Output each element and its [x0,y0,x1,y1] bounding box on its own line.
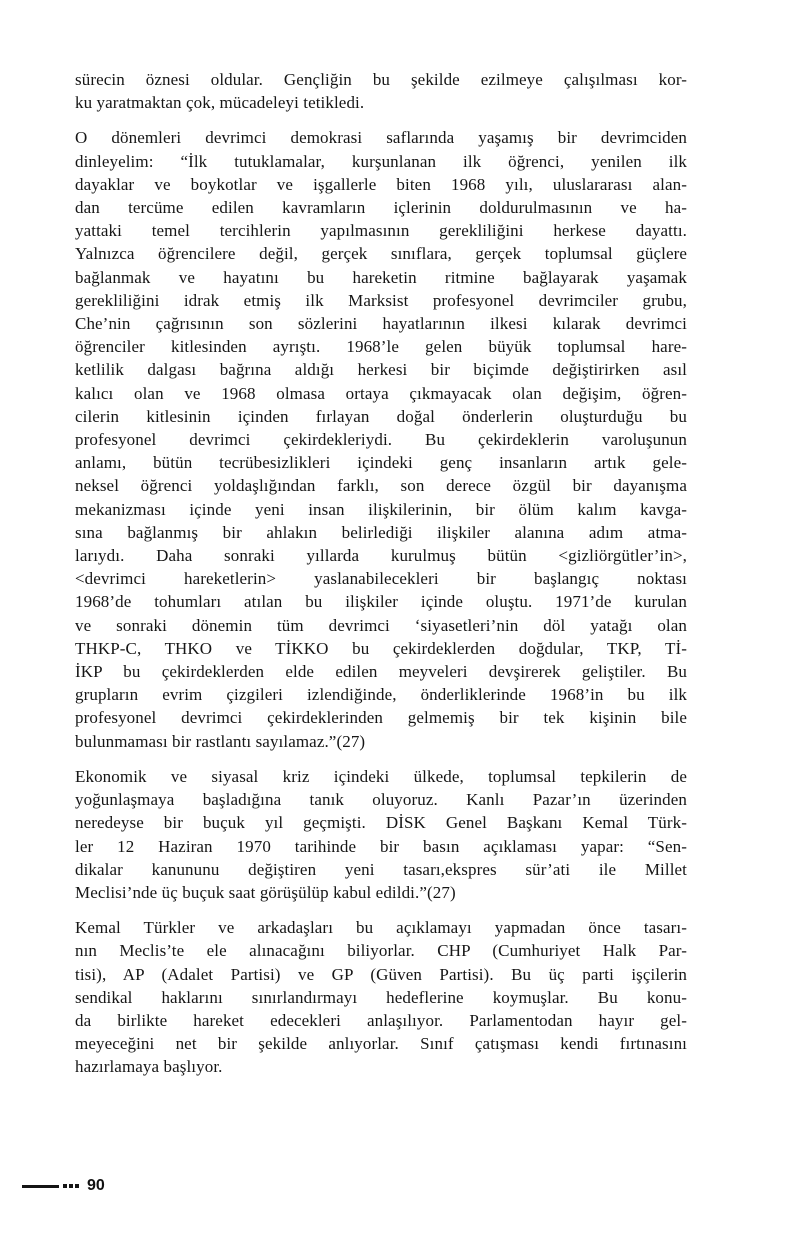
text-line: ve sonraki dönemin tüm devrimci ‘siyasetleri’nin döl yatağı olan [75,615,687,635]
text-line: meyeceğini net bir şekilde anlıyorlar. Sınıf çatışması kendi fırtınasını [75,1034,687,1054]
text-line: profesyonel devrimci çekirdeklerinden gelmemiş bir tek kişinin bile [75,708,687,728]
text-line: tisi), AP (Adalet Partisi) ve GP (Güven Partisi). Bu üç parti işçilerin [75,964,687,984]
text-line: dan tercüme edilen kavramların içlerinin doldurulmasının ve ha- [75,198,687,218]
text-line: Yalnızca öğrencilere değil, gerçek sınıflara, gerçek toplumsal güçlere [75,244,687,264]
text-line: ler 12 Haziran 1970 tarihinde bir basın açıklaması yapar: “Sen- [75,836,687,856]
text-line: ketlilik dalgası bağrına aldığı herkesi bir biçimde değiştirirken asıl [75,360,687,380]
text-line: yattaki temel tercihlerin yapılmasının gerekliliğini herkese dayattı. [75,221,687,241]
square-dot-icon [69,1184,73,1188]
text-line: O dönemleri devrimci demokrasi saflarında yaşamış bir devrimciden [75,128,687,148]
text-line: dayaklar ve boykotlar ve işgallerle biten 1968 yılı, uluslararası alan- [75,174,687,194]
text-line: öğrenciler kitlesinden ayrıştı. 1968’le gelen büyük toplumsal hare- [75,337,687,357]
square-dot-icon [75,1184,79,1188]
text-line: dikalar kanununu değiştiren yeni tasarı,ekspres sür’ati ile Millet [75,859,687,879]
paragraph [75,765,687,904]
text-line: sendikal haklarını sınırlandırmayı hedeflerine koymuşlar. Bu konu- [75,987,687,1007]
text-line: İKP bu çekirdeklerden elde edilen meyveleri devşirerek geliştiler. Bu [75,662,687,682]
page-number: 90 [87,1177,105,1194]
text-line: dinleyelim: “İlk tutuklamalar, kurşunlanan ilk öğrenci, yenilen ilk [75,151,687,171]
text-line: da birlikte hareket edecekleri anlaşılıyor. Parlamentodan hayır gel- [75,1010,687,1030]
text-line: sürecin öznesi oldular. Gençliğin bu şekilde ezilmeye çalışılması kor- [75,70,687,89]
paragraph [75,68,687,114]
text-line: mekanizması içinde yeni insan ilişkilerinin, bir ölüm kalım kavga- [75,499,687,519]
text-line: Kemal Türkler ve arkadaşları bu açıklamayı yapmadan önce tasarı- [75,918,687,938]
text-line: bağlanmak ve hayatını bu hareketin ritmine bağlayarak yaşamak [75,267,687,287]
three-squares-icon [63,1184,81,1188]
text-line: Che’nin çağrısının son sözlerini hayatlarının ilkesi kılarak devrimci [75,314,687,334]
text-line: gerekliliğini idrak etmiş ilk Marksist profesyonel devrimciler grubu, [75,290,687,310]
page-footer [22,1176,105,1196]
text-line: larıydı. Daha sonraki yıllarda kurulmuş bütün <gizliörgütler’in>, [75,546,687,566]
text-line: ku yaratmaktan çok, mücadeleyi tetikledi. [75,93,365,113]
text-line: nın Meclis’te ele alınacağını biliyorlar. CHP (Cumhuriyet Halk Par- [75,941,687,961]
page-text [75,68,687,1091]
text-line: sına bağlanmış bir ahlakın belirlediği ilişkiler alanına adım atma- [75,522,687,542]
text-line: 1968’de tohumları atılan bu ilişkiler içinde oluştu. 1971’de kurulan [75,592,687,612]
paragraph [75,126,687,752]
text-line: Ekonomik ve siyasal kriz içindeki ülkede, toplumsal tepkilerin de [75,766,687,786]
text-line: anlamı, bütün tecrübesizlikleri içindeki genç insanların artık gele- [75,453,687,473]
text-line: grupların evrim çizgileri izlendiğinde, önderliklerinde 1968’in bu ilk [75,685,687,705]
text-line: THKP-C, THKO ve TİKKO bu çekirdeklerden doğdular, TKP, Tİ- [75,638,687,658]
text-line: neksel öğrenci yoldaşlığından farklı, son derece özgül bir dayanışma [75,476,687,496]
paragraph [75,916,687,1078]
text-line: kalıcı olan ve 1968 olmasa ortaya çıkmayacak olan değişim, öğren- [75,383,687,403]
text-line: Meclisi’nde üç buçuk saat görüşülüp kabul edildi.”(27) [75,882,456,902]
text-line: <devrimci hareketlerin> yaslanabilecekleri bir başlangıç noktası [75,569,687,589]
text-line: cilerin kitlesinin içinden fırlayan doğal önderlerin oluşturduğu bu [75,406,687,426]
text-line: yoğunlaşmaya başladığına tanık oluyoruz. Kanlı Pazar’ın üzerinden [75,790,687,810]
text-line: bulunmaması bir rastlantı sayılamaz.”(27) [75,731,366,751]
text-line: profesyonel devrimci çekirdekleriydi. Bu çekirdeklerin varoluşunun [75,430,687,450]
text-line: neredeyse bir buçuk yıl geçmişti. DİSK Genel Başkanı Kemal Türk- [75,813,687,833]
square-dot-icon [63,1184,67,1188]
text-line: hazırlamaya başlıyor. [75,1057,223,1077]
horizontal-rule-icon [22,1185,59,1188]
